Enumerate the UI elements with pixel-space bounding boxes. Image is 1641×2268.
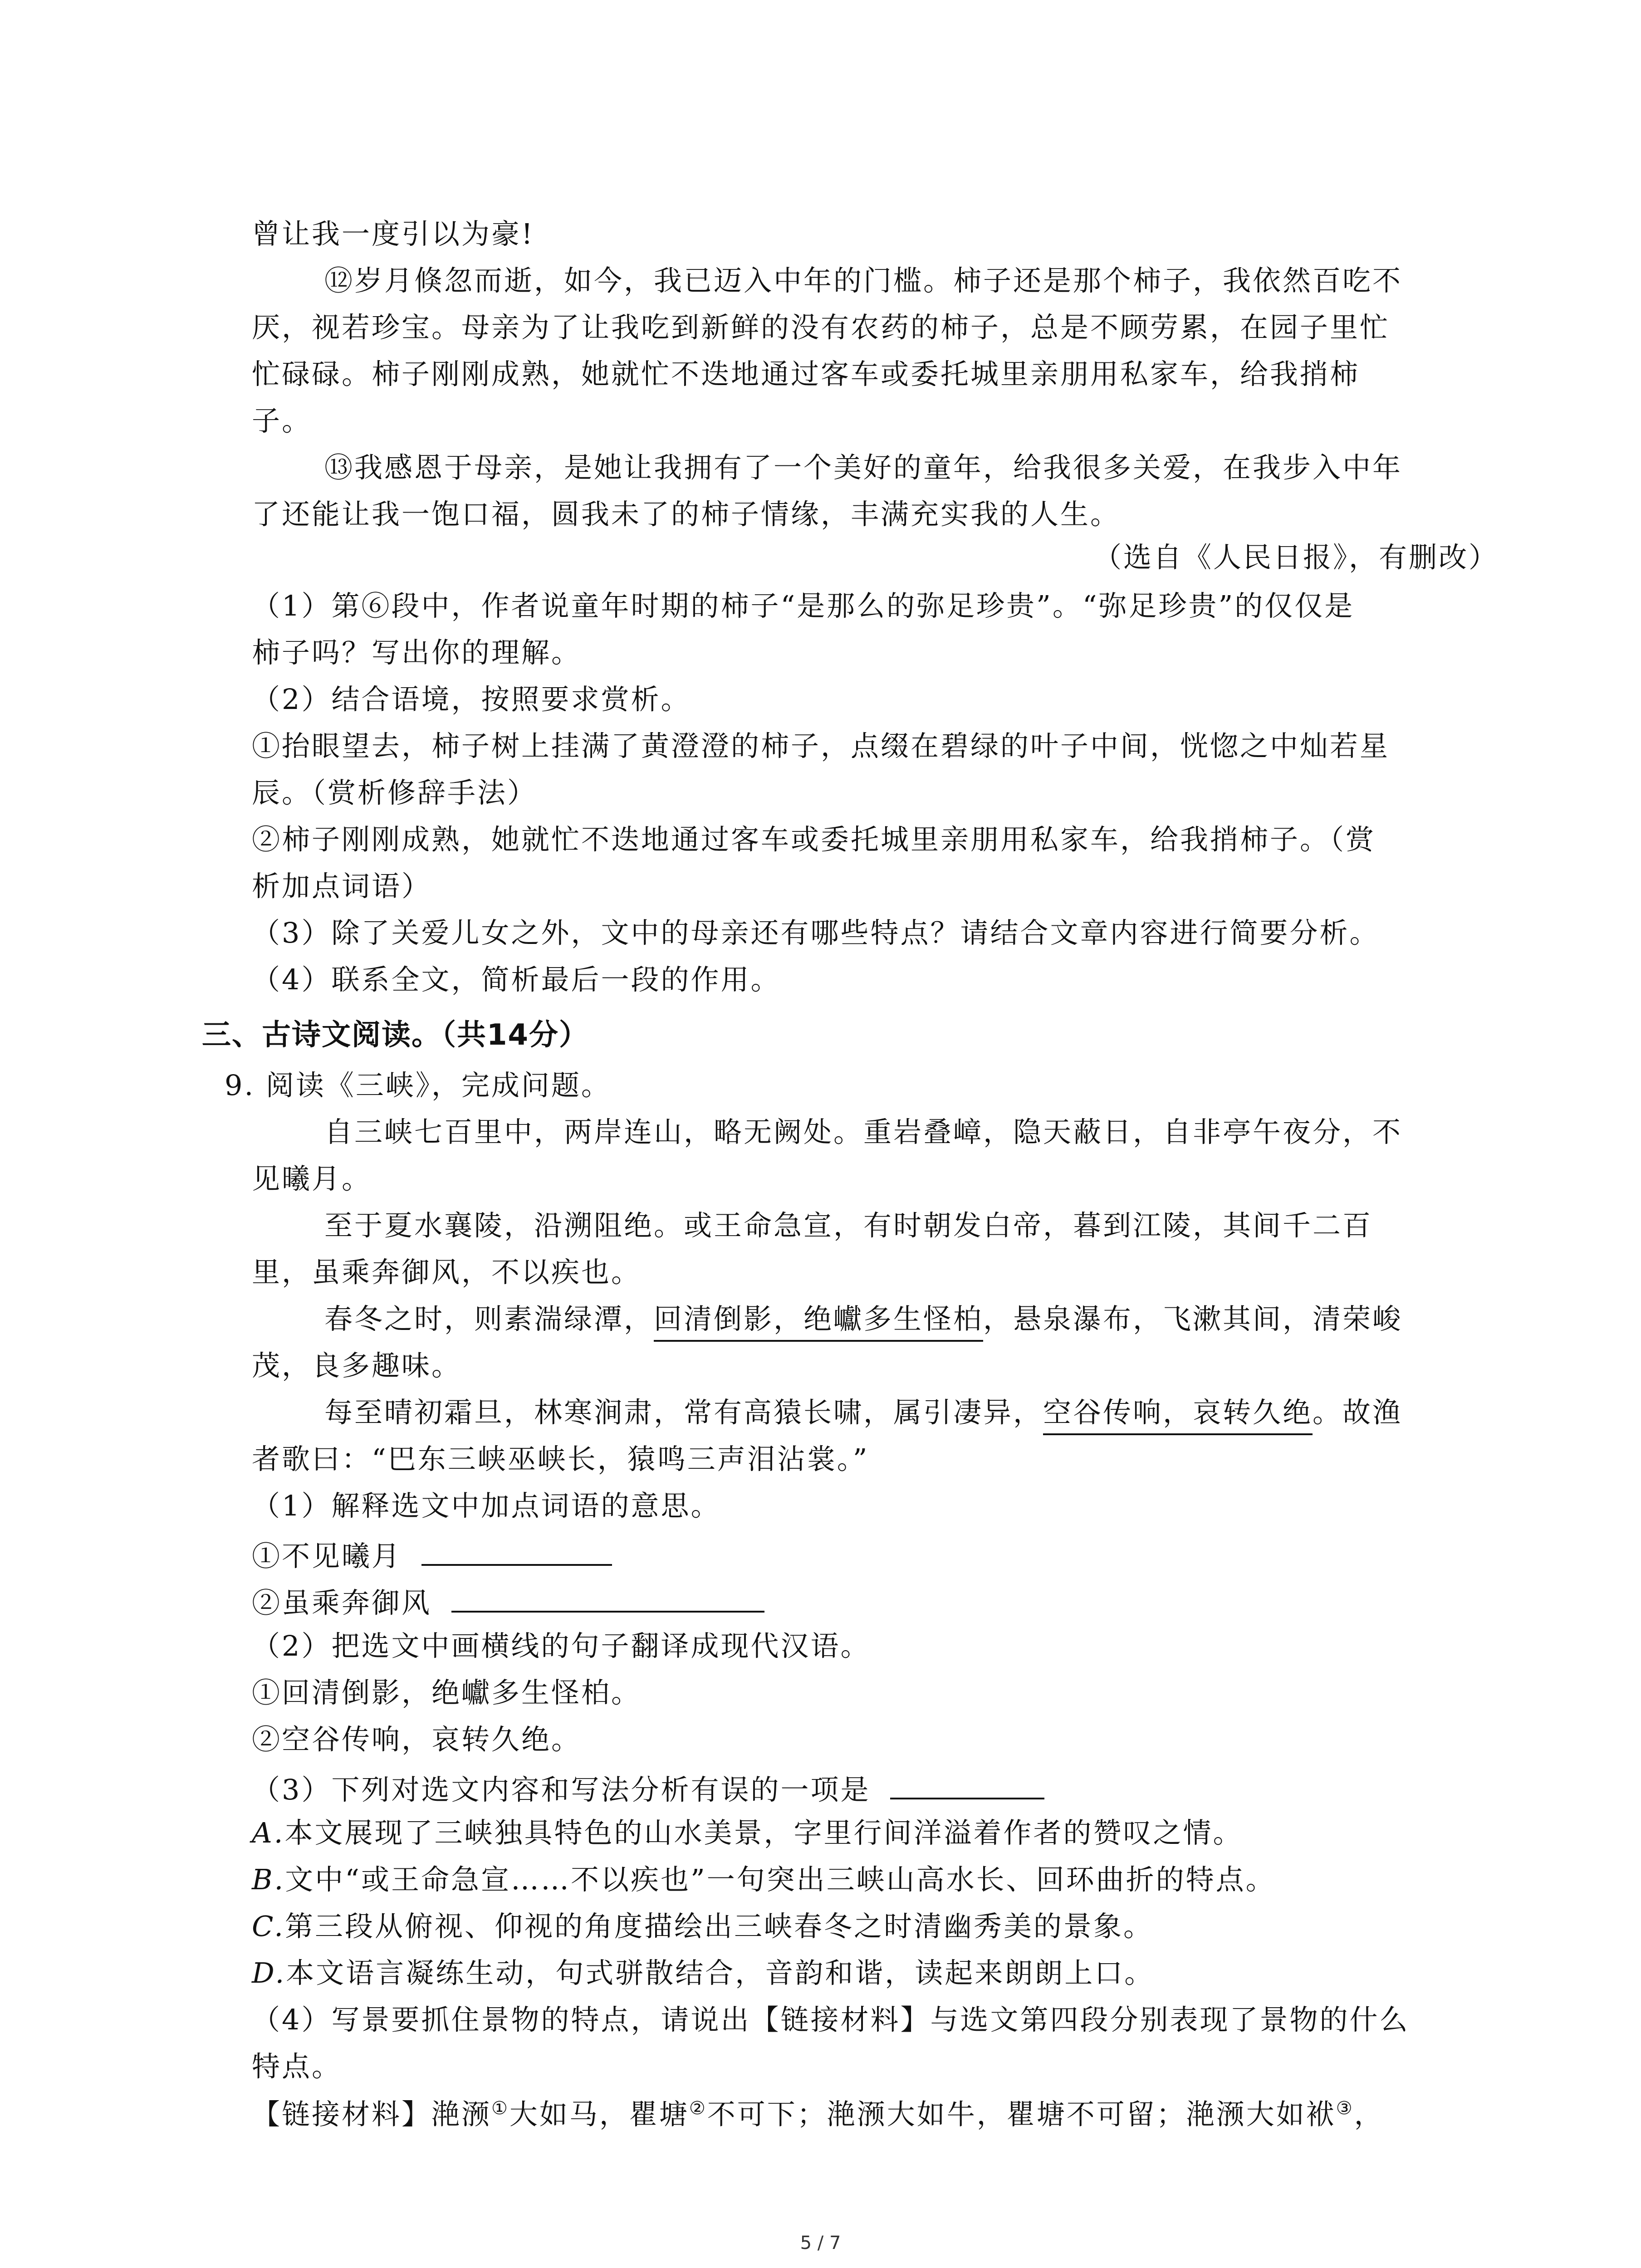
passage-p4-line-2: 者歌曰：“巴东三峡巫峡长，猿鸣三声泪沾裳。” xyxy=(252,1442,869,1476)
passage-p1-line-1: 自三峡七百里中，两岸连山，略无阙处。重岩叠嶂，隐天蔽日，自非亭午夜分，不 xyxy=(324,1115,1403,1149)
question-2-item-2-line-2: 析加点词语） xyxy=(252,870,432,903)
option-label: C. xyxy=(252,1910,285,1943)
question-2-item-1-line-1: ①抬眼望去，柿子树上挂满了黄澄澄的柿子，点缀在碧绿的叶子中间，恍惚之中灿若星 xyxy=(252,729,1390,763)
linked-text: 【链接材料】滟滪 xyxy=(252,2097,492,2131)
question-1-line-2: 柿子吗？写出你的理解。 xyxy=(252,636,582,669)
linked-text: 大如马，瞿塘 xyxy=(509,2097,689,2131)
text-line: 曾让我一度引以为豪! xyxy=(252,217,534,250)
underlined-sentence-1: 回清倒影，绝巘多生怪柏 xyxy=(654,1302,983,1342)
subquestion-2-item-1: ①回清倒影，绝巘多生怪柏。 xyxy=(252,1676,642,1709)
paragraph-13-line-1: ⑬我感恩于母亲，是她让我拥有了一个美好的童年，给我很多关爱，在我步入中年 xyxy=(324,451,1403,484)
paragraph-12-line-1: ⑫岁月倏忽而逝，如今，我已迈入中年的门槛。柿子还是那个柿子，我依然百吃不 xyxy=(324,264,1403,297)
passage-p2-line-1: 至于夏水襄陵，沿溯阻绝。或王命急宣，有时朝发白帝，暮到江陵，其间千二百 xyxy=(324,1209,1373,1242)
option-label: D. xyxy=(252,1956,286,1989)
subquestion-4-line-2: 特点。 xyxy=(252,2050,342,2083)
option-text: 本文展现了三峡独具特色的山水美景，字里行间洋溢着作者的赞叹之情。 xyxy=(284,1816,1243,1849)
passage-p3-line-1 xyxy=(324,1302,1403,1335)
passage-p3-line-2: 茂，良多趣味。 xyxy=(252,1349,462,1382)
option-label: A. xyxy=(252,1816,285,1849)
option-text: 第三段从俯视、仰视的角度描绘出三峡春冬之时清幽秀美的景象。 xyxy=(284,1910,1153,1943)
linked-text: 不可下；滟滪大如牛，瞿塘不可留；滟滪大如袱 xyxy=(707,2097,1336,2131)
item-label: ②虽乘奔御风 xyxy=(252,1586,432,1619)
question-1-line-1: （1）第⑥段中，作者说童年时期的柿子“是那么的弥足珍贵”。“弥足珍贵”的仅仅是 xyxy=(252,589,1355,622)
footnote-marker: ① xyxy=(491,2098,509,2119)
paragraph-12-line-3: 忙碌碌。柿子刚刚成熟，她就忙不迭地通过客车或委托城里亲朋用私家车，给我捎柿 xyxy=(252,357,1360,391)
passage-text: 春冬之时，则素湍绿潭， xyxy=(324,1302,654,1335)
footnote-marker: ② xyxy=(689,2098,707,2119)
passage-p2-line-2: 里，虽乘奔御风，不以疾也。 xyxy=(252,1256,642,1289)
option-text: 文中“或王命急宣……不以疾也”一句突出三峡山高水长、回环曲折的特点。 xyxy=(285,1863,1276,1896)
question-text: （3）下列对选文内容和写法分析有误的一项是 xyxy=(252,1773,871,1806)
answer-blank-3[interactable] xyxy=(890,1772,1044,1799)
question-9-title: 9. 阅读《三峡》，完成问题。 xyxy=(225,1069,611,1102)
option-label: B. xyxy=(252,1863,285,1896)
passage-p1-line-2: 见曦月。 xyxy=(252,1162,372,1195)
passage-text: 每至晴初霜旦，林寒涧肃，常有高猿长啸，属引凄异， xyxy=(324,1396,1043,1429)
item-label: ①不见曦月 xyxy=(252,1540,402,1573)
question-2: （2）结合语境，按照要求赏析。 xyxy=(252,683,691,716)
subquestion-1-item-1 xyxy=(252,1539,612,1573)
option-text: 本文语言凝练生动，句式骈散结合，音韵和谐，读起来朗朗上口。 xyxy=(286,1956,1155,1989)
question-2-item-1-line-2: 辰。（赏析修辞手法） xyxy=(252,776,538,809)
question-2-item-2-line-1: ②柿子刚刚成熟，她就忙不迭地通过客车或委托城里亲朋用私家车，给我捎柿子。（赏 xyxy=(252,823,1376,856)
passage-text: ，悬泉瀑布，飞漱其间，清荣峻 xyxy=(983,1302,1403,1335)
subquestion-2: （2）把选文中画横线的句子翻译成现代汉语。 xyxy=(252,1629,871,1662)
paragraph-12-line-4: 子。 xyxy=(252,404,312,437)
answer-blank-2[interactable] xyxy=(451,1585,764,1613)
footnote-marker: ③ xyxy=(1336,2098,1354,2119)
section-heading: 三、古诗文阅读。（共14分） xyxy=(202,1018,589,1052)
subquestion-2-item-2: ②空谷传响，哀转久绝。 xyxy=(252,1723,582,1756)
option-b[interactable] xyxy=(252,1863,1276,1896)
linked-text: ， xyxy=(1354,2097,1384,2131)
paragraph-13-line-2: 了还能让我一饱口福，圆我未了的柿子情缘，丰满充实我的人生。 xyxy=(252,498,1121,531)
option-d[interactable] xyxy=(252,1956,1155,1989)
paragraph-12-line-2: 厌，视若珍宝。母亲为了让我吃到新鲜的没有农药的柿子，总是不顾劳累，在园子里忙 xyxy=(252,311,1390,344)
option-a[interactable] xyxy=(252,1816,1243,1849)
subquestion-4-line-1: （4）写景要抓住景物的特点，请说出【链接材料】与选文第四段分别表现了景物的什么 xyxy=(252,2003,1410,2036)
answer-blank-1[interactable] xyxy=(421,1539,612,1566)
subquestion-1-item-2 xyxy=(252,1585,764,1617)
passage-p4-line-1 xyxy=(324,1398,1402,1427)
question-3: （3）除了关爱儿女之外，文中的母亲还有哪些特点？请结合文章内容进行简要分析。 xyxy=(252,916,1380,949)
subquestion-3 xyxy=(252,1772,1044,1804)
underlined-sentence-2: 空谷传响，哀转久绝 xyxy=(1043,1396,1313,1435)
question-4: （4）联系全文，简析最后一段的作用。 xyxy=(252,963,781,996)
passage-text: 。故渔 xyxy=(1313,1396,1403,1429)
source-citation: （选自《人民日报》，有删改） xyxy=(1093,541,1499,574)
page-number: 5 / 7 xyxy=(800,2233,841,2253)
option-c[interactable] xyxy=(252,1912,1153,1941)
linked-material xyxy=(252,2099,1384,2129)
subquestion-1: （1）解释选文中加点词语的意思。 xyxy=(252,1489,721,1522)
